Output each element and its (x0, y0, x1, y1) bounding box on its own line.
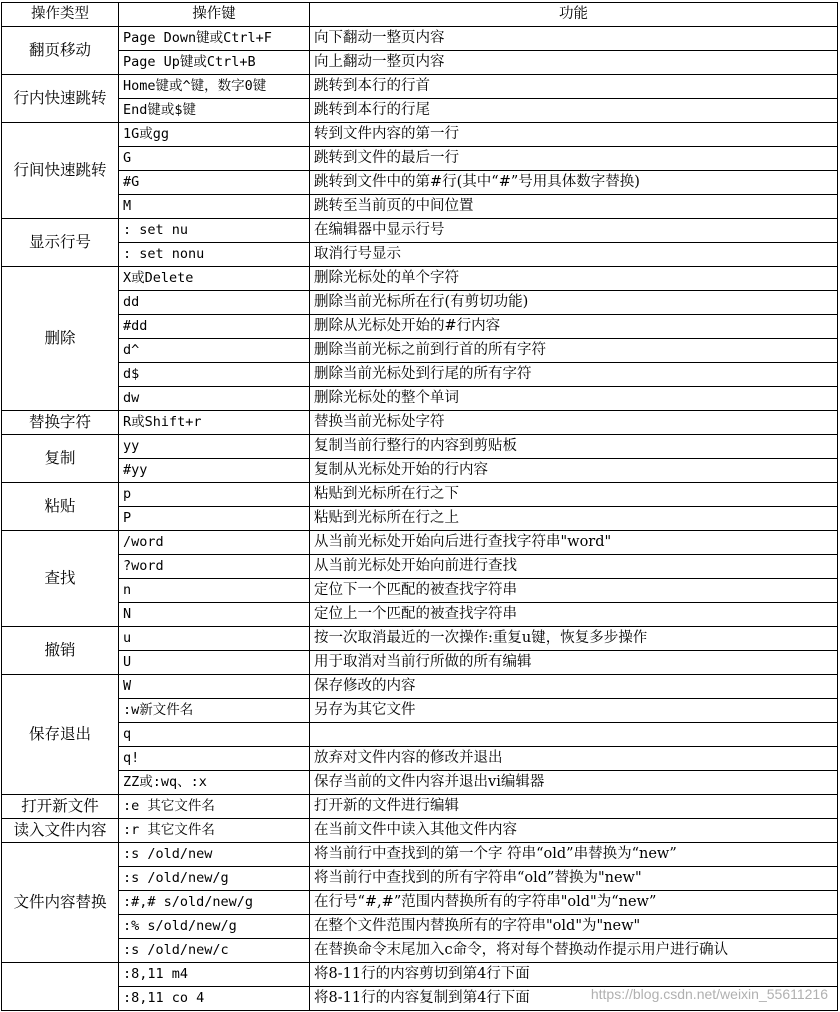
function-cell: 放弃对文件内容的修改并退出 (310, 747, 838, 771)
function-cell: 在编辑器中显示行号 (310, 219, 838, 243)
table-row (2, 651, 838, 675)
header-row (2, 3, 838, 27)
key-cell: dd (119, 291, 310, 315)
function-cell: 删除当前光标之前到行首的所有字符 (310, 339, 838, 363)
table-row (2, 915, 838, 939)
table-row (2, 267, 838, 291)
key-cell: W (119, 675, 310, 699)
table-row (2, 555, 838, 579)
table-row (2, 627, 838, 651)
key-cell: #yy (119, 459, 310, 483)
table-row (2, 147, 838, 171)
function-cell: 用于取消对当前行所做的所有编辑 (310, 651, 838, 675)
table-row (2, 603, 838, 627)
header-category: 操作类型 (2, 3, 119, 27)
function-cell: 在当前文件中读入其他文件内容 (310, 819, 838, 843)
table-row (2, 531, 838, 555)
table-row (2, 819, 838, 843)
table-row (2, 867, 838, 891)
key-cell: 1G或gg (119, 123, 310, 147)
key-cell: :% s/old/new/g (119, 915, 310, 939)
table-row (2, 963, 838, 987)
category-cell: 行内快速跳转 (2, 75, 119, 123)
key-cell: U (119, 651, 310, 675)
function-cell: 从当前光标处开始向后进行查找字符串"word" (310, 531, 838, 555)
function-cell: 定位下一个匹配的被查找字符串 (310, 579, 838, 603)
function-cell: 删除当前光标处到行尾的所有字符 (310, 363, 838, 387)
function-cell: 删除当前光标所在行(有剪切功能) (310, 291, 838, 315)
key-cell: :w新文件名 (119, 699, 310, 723)
table-row (2, 507, 838, 531)
category-cell: 文件内容替换 (2, 843, 119, 963)
table-row (2, 315, 838, 339)
category-cell: 查找 (2, 531, 119, 627)
category-cell: 保存退出 (2, 675, 119, 795)
key-cell: q (119, 723, 310, 747)
key-cell: ?word (119, 555, 310, 579)
table-row (2, 387, 838, 411)
key-cell: q! (119, 747, 310, 771)
table-row (2, 27, 838, 51)
function-cell: 保存修改的内容 (310, 675, 838, 699)
key-cell: R或Shift+r (119, 411, 310, 435)
key-cell: :s /old/new (119, 843, 310, 867)
key-cell: :e 其它文件名 (119, 795, 310, 819)
key-cell: yy (119, 435, 310, 459)
function-cell: 按一次取消最近的一次操作:重复u键，恢复多步操作 (310, 627, 838, 651)
function-cell: 跳转至当前页的中间位置 (310, 195, 838, 219)
key-cell: M (119, 195, 310, 219)
table-row (2, 891, 838, 915)
table-row (2, 411, 838, 435)
function-cell: 打开新的文件进行编辑 (310, 795, 838, 819)
key-cell: Page Up键或Ctrl+B (119, 51, 310, 75)
function-cell: 在替换命令末尾加入c命令，将对每个替换动作提示用户进行确认 (310, 939, 838, 963)
key-cell: #dd (119, 315, 310, 339)
function-cell: 删除光标处的整个单词 (310, 387, 838, 411)
function-cell: 跳转到文件的最后一行 (310, 147, 838, 171)
table-row (2, 75, 838, 99)
key-cell: d$ (119, 363, 310, 387)
category-cell: 替换字符 (2, 411, 119, 435)
function-cell: 删除光标处的单个字符 (310, 267, 838, 291)
category-cell: 撤销 (2, 627, 119, 675)
function-cell: 从当前光标处开始向前进行查找 (310, 555, 838, 579)
table-row (2, 219, 838, 243)
key-cell: : set nonu (119, 243, 310, 267)
function-cell: 将当前行中查找到的所有字符串“old”替换为"new" (310, 867, 838, 891)
function-cell: 向上翻动一整页内容 (310, 51, 838, 75)
function-cell: 跳转到本行的行首 (310, 75, 838, 99)
key-cell: :#,# s/old/new/g (119, 891, 310, 915)
function-cell: 定位上一个匹配的被查找字符串 (310, 603, 838, 627)
function-cell: 跳转到文件中的第#行(其中“#”号用具体数字替换) (310, 171, 838, 195)
table-row (2, 195, 838, 219)
key-cell: N (119, 603, 310, 627)
table-row (2, 243, 838, 267)
table-row (2, 675, 838, 699)
key-cell: ZZ或:wq、:x (119, 771, 310, 795)
function-cell: 替换当前光标处字符 (310, 411, 838, 435)
function-cell: 转到文件内容的第一行 (310, 123, 838, 147)
table-row (2, 939, 838, 963)
key-cell: : set nu (119, 219, 310, 243)
key-cell: :s /old/new/g (119, 867, 310, 891)
function-cell: 另存为其它文件 (310, 699, 838, 723)
key-cell: :8,11 m4 (119, 963, 310, 987)
key-cell: G (119, 147, 310, 171)
function-cell (310, 723, 838, 747)
table-row (2, 843, 838, 867)
table-row (2, 171, 838, 195)
table-row (2, 339, 838, 363)
category-cell: 复制 (2, 435, 119, 483)
key-cell: p (119, 483, 310, 507)
table-row (2, 483, 838, 507)
key-cell: P (119, 507, 310, 531)
category-cell: 显示行号 (2, 219, 119, 267)
key-cell: X或Delete (119, 267, 310, 291)
function-cell: 在行号“#,#”范围内替换所有的字符串"old"为“new” (310, 891, 838, 915)
key-cell: End键或$键 (119, 99, 310, 123)
table-row (2, 363, 838, 387)
function-cell: 将8-11行的内容复制到第4行下面 (310, 987, 838, 1011)
table-row (2, 51, 838, 75)
table-row (2, 459, 838, 483)
table-row (2, 771, 838, 795)
function-cell: 将当前行中查找到的第一个字 符串“old”串替换为“new” (310, 843, 838, 867)
key-cell: d^ (119, 339, 310, 363)
function-cell: 复制当前行整行的内容到剪贴板 (310, 435, 838, 459)
key-cell: /word (119, 531, 310, 555)
key-cell: :r 其它文件名 (119, 819, 310, 843)
category-cell: 读入文件内容 (2, 819, 119, 843)
vi-commands-table (1, 2, 838, 1011)
table-row (2, 579, 838, 603)
table-row (2, 987, 838, 1011)
watermark: https://blog.csdn.net/weixin_55611216 (590, 986, 828, 1002)
category-cell (2, 963, 119, 1011)
table-body (2, 27, 838, 1011)
table-row (2, 723, 838, 747)
key-cell: dw (119, 387, 310, 411)
function-cell: 粘贴到光标所在行之下 (310, 483, 838, 507)
key-cell: :s /old/new/c (119, 939, 310, 963)
key-cell: Home键或^键，数字0键 (119, 75, 310, 99)
function-cell: 复制从光标处开始的行内容 (310, 459, 838, 483)
function-cell: 向下翻动一整页内容 (310, 27, 838, 51)
function-cell: 在整个文件范围内替换所有的字符串"old"为"new" (310, 915, 838, 939)
key-cell: Page Down键或Ctrl+F (119, 27, 310, 51)
function-cell: 将8-11行的内容剪切到第4行下面 (310, 963, 838, 987)
category-cell: 删除 (2, 267, 119, 411)
key-cell: n (119, 579, 310, 603)
header-key: 操作键 (119, 3, 310, 27)
table-row (2, 747, 838, 771)
table-row (2, 99, 838, 123)
function-cell: 取消行号显示 (310, 243, 838, 267)
table-row (2, 699, 838, 723)
table-row (2, 291, 838, 315)
category-cell: 打开新文件 (2, 795, 119, 819)
function-cell: 跳转到本行的行尾 (310, 99, 838, 123)
table-row (2, 795, 838, 819)
header-function: 功能 (310, 3, 838, 27)
function-cell: 保存当前的文件内容并退出vi编辑器 (310, 771, 838, 795)
table-row (2, 435, 838, 459)
function-cell: 删除从光标处开始的#行内容 (310, 315, 838, 339)
key-cell: #G (119, 171, 310, 195)
key-cell: u (119, 627, 310, 651)
category-cell: 行间快速跳转 (2, 123, 119, 219)
category-cell: 粘贴 (2, 483, 119, 531)
key-cell: :8,11 co 4 (119, 987, 310, 1011)
category-cell: 翻页移动 (2, 27, 119, 75)
function-cell: 粘贴到光标所在行之上 (310, 507, 838, 531)
table-row (2, 123, 838, 147)
